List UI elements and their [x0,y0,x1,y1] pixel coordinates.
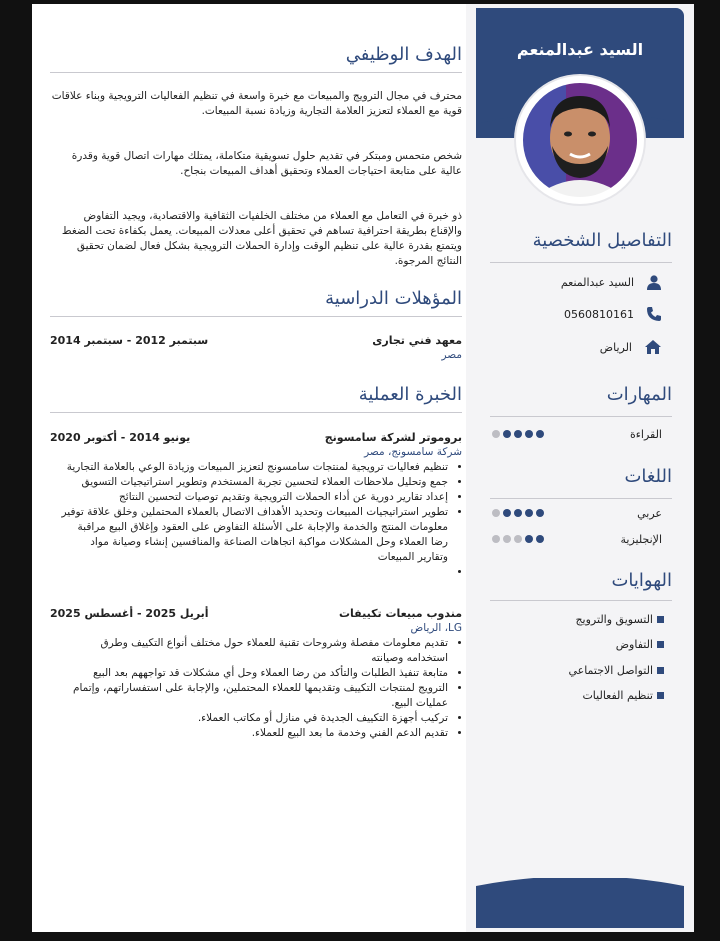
hobby-label: التسويق والترويج [575,612,653,626]
education-place: مصر [441,349,462,361]
education-title: معهد فني تجارى [372,334,462,347]
hobby-label: التواصل الاجتماعي [568,663,653,677]
list-item [58,565,448,580]
job-bullets [58,460,462,580]
profile-name: السيد عبدالمنعم [516,40,644,59]
job-title: مندوب مبيعات تكييفات [339,607,462,620]
user-icon [646,274,662,290]
job-company: شركة سامسونج، مصر [364,446,462,458]
square-bullet-icon [657,641,664,648]
objective-paragraph: شخص متحمس ومبتكر في تقديم حلول تسويقية متكاملة، يمتلك مهارات اتصال قوية وقدرة عالية على متابعة احتياجات العملاء وتحقيق أهداف المبيعات بنجاح. [71,150,462,177]
list-item: • تركيب أجهزة التكييف الجديدة في منازل أو مكاتب العملاء. [58,711,448,726]
languages-heading: اللغات [624,466,672,487]
level-dot-filled [525,430,533,438]
job-company: LG، الرياض [410,622,462,634]
divider [490,498,672,499]
skill-level-dots [492,430,544,438]
divider [490,600,672,601]
sidebar [466,4,694,932]
level-dot-filled [525,535,533,543]
objective-paragraph: ذو خبرة في التعامل مع العملاء من مختلف الخلفيات الثقافية والاقتصادية، ويجيد التفاوض والإقناع بطريقة احترافية تساهم في تحقيق أعلى معدلات المبيعات. يعمل بكفاءة تحت الضغط ويتمتع بقدرة عالية على تنظيم الوقت وإدارة الحملات الترويجية بشكل فعال لضمان تحقيق النتائج المرجوة. [61,210,462,267]
level-dot-filled [536,535,544,543]
objective-heading: الهدف الوظيفي [345,44,462,65]
personal-details-heading: التفاصيل الشخصية [532,230,672,251]
divider [50,412,462,413]
language-row [492,533,662,549]
level-dot-empty [514,535,522,543]
detail-name-value: السيد عبدالمنعم [560,275,634,289]
education-date: سبتمبر 2012 - سبتمبر 2014 [50,334,209,347]
language-label: الإنجليزية [620,533,662,546]
skill-row [492,428,662,444]
level-dot-filled [514,509,522,517]
detail-phone [492,304,662,324]
avatar-photo [516,76,644,204]
divider [50,72,462,73]
skills-heading: المهارات [606,384,672,405]
language-label: عربي [637,507,662,520]
hobby-item [492,611,664,627]
list-item: • تنظيم فعاليات ترويجية لمنتجات سامسونج لتعزيز المبيعات وزيادة الوعي بالعلامة التجارية [58,460,448,475]
list-item: • جمع وتحليل ملاحظات العملاء لتحسين تجربة المستخدم وتطوير استراتيجيات التسويق [58,475,448,490]
detail-city-value: الرياض [599,340,632,354]
level-dot-filled [503,509,511,517]
level-dot-filled [503,430,511,438]
list-item: • تقديم معلومات مفصلة وشروحات تقنية للعملاء حول مختلف أنواع التكييف وطرق استخدامه وصيانته [58,636,448,666]
list-item: • الترويج لمنتجات التكييف وتقديمها للعملاء المحتملين، والإجابة على استفساراتهم، وإتمام عمليات البيع. [58,681,448,711]
list-item: • متابعة تنفيذ الطلبات والتأكد من رضا العملاء وحل أي مشكلات قد تواجههم بعد البيع [58,666,448,681]
hobby-label: التفاوض [615,637,653,651]
language-level-dots [492,535,544,543]
level-dot-filled [536,509,544,517]
square-bullet-icon [657,692,664,699]
level-dot-empty [492,509,500,517]
job-date: أبريل 2025 - أغسطس 2025 [50,607,209,620]
divider [490,262,672,263]
square-bullet-icon [657,616,664,623]
sidebar-footer [476,878,684,928]
square-bullet-icon [657,667,664,674]
level-dot-filled [514,430,522,438]
job-title: بروموتر لشركة سامسونج [324,431,462,444]
level-dot-filled [525,509,533,517]
language-level-dots [492,509,544,517]
resume-page [32,4,694,932]
hobby-item [492,687,664,703]
main-column [50,4,462,932]
list-item: • تقديم الدعم الفني وخدمة ما بعد البيع للعملاء. [58,726,448,741]
hobby-label: تنظيم الفعاليات [582,688,653,702]
hobby-item [492,662,664,678]
phone-icon [646,306,662,322]
hobby-item [492,636,664,652]
experience-heading: الخبرة العملية [358,384,462,405]
detail-name [492,272,662,292]
avatar [516,76,644,204]
divider [490,416,672,417]
level-dot-empty [492,430,500,438]
job-bullets [58,636,462,741]
skill-label: القراءة [629,428,662,441]
detail-city [492,337,662,357]
level-dot-empty [503,535,511,543]
home-icon [644,339,662,355]
list-item: • تطوير استراتيجيات المبيعات وتحديد الأهداف الاتصال بالعملاء المحتملين وخلق علاقة توفير معلومات المنتج والخدمة والإجابة على الأسئلة التفاوض على العقود وإغلاق البيع مراقبة رضا العملاء وحل المشكلات مواكبة اتجاهات الصناعة والمنافسين إنشاء وصيانة مواد وتقارير المبيعات [58,505,448,565]
hobbies-heading: الهوايات [611,570,672,591]
detail-phone-value: 0560810161 [564,307,634,321]
list-item: • إعداد تقارير دورية عن أداء الحملات الترويجية وتقديم توصيات لتحسين النتائج [58,490,448,505]
education-heading: المؤهلات الدراسية [325,288,462,309]
objective-paragraph: محترف في مجال الترويج والمبيعات مع خبرة واسعة في تنظيم الفعاليات الترويجية وبناء علاقات قوية مع العملاء لتعزيز العلامة التجارية وزيادة نسبة المبيعات. [51,90,462,117]
divider [50,316,462,317]
language-row [492,507,662,523]
level-dot-filled [536,430,544,438]
job-date: يونيو 2014 - أكتوبر 2020 [50,431,191,444]
level-dot-empty [492,535,500,543]
